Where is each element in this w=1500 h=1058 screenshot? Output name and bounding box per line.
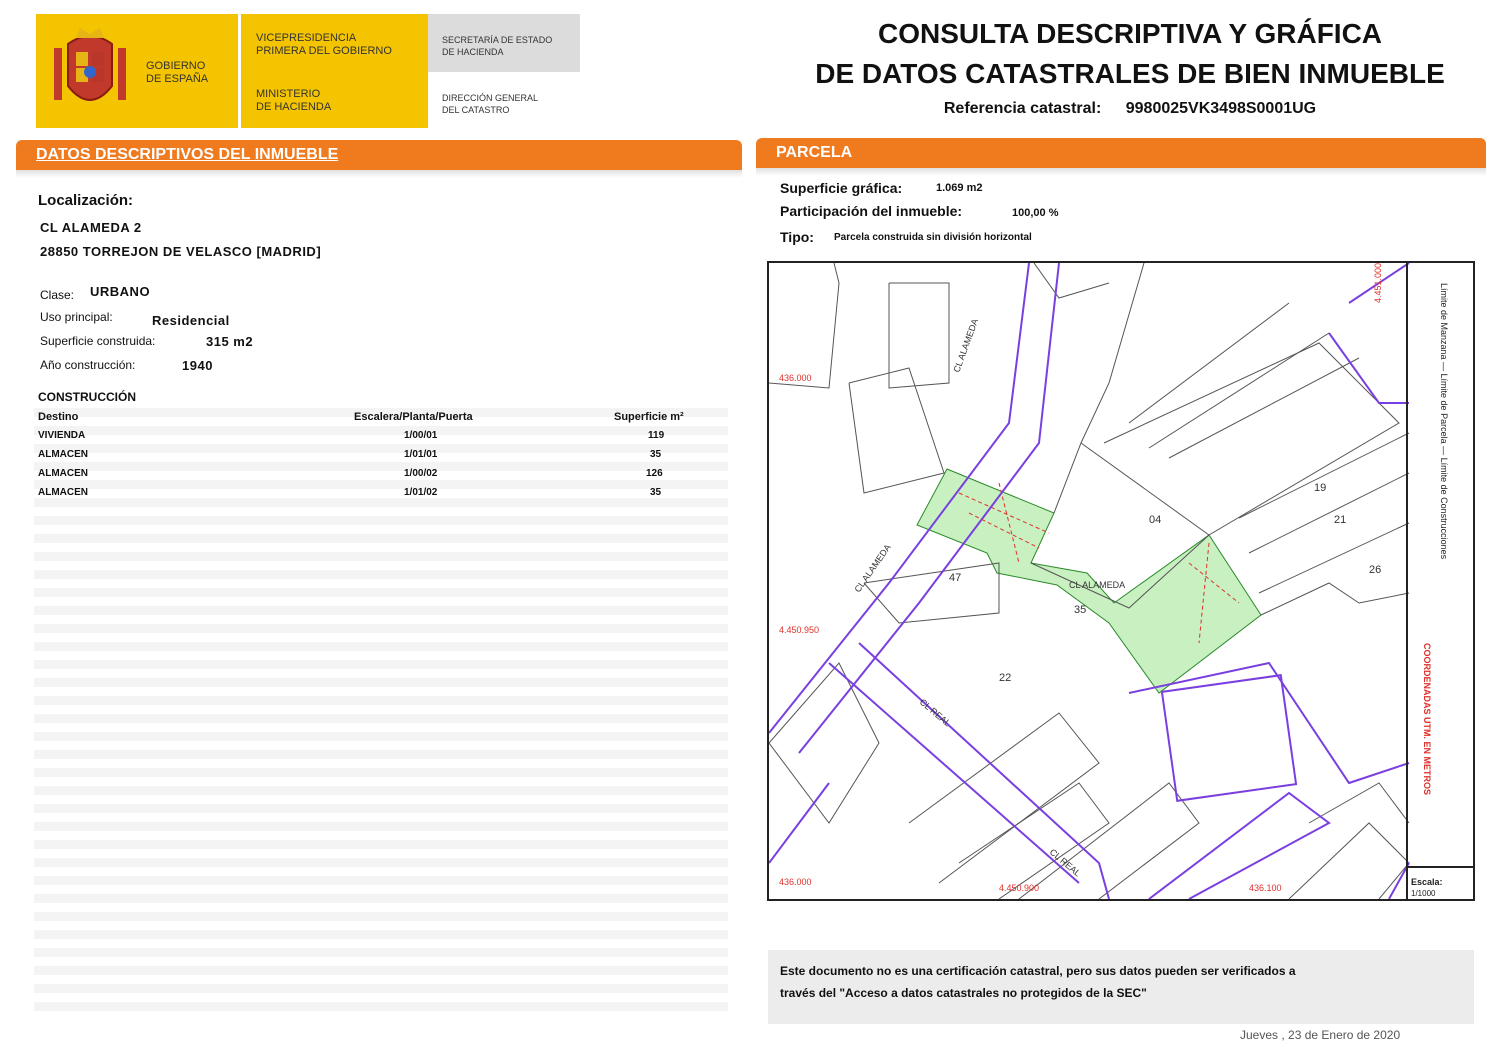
address-line-2: 28850 TORREJON DE VELASCO [MADRID] — [40, 244, 322, 259]
ref-value: 9980025VK3498S0001UG — [1125, 100, 1317, 117]
parcel-number: 21 — [1334, 514, 1347, 526]
tipo-label: Tipo: — [780, 229, 814, 245]
section-bar-shadow — [756, 168, 1486, 176]
parcel-number: 47 — [949, 572, 962, 584]
svg-text:436.100: 436.100 — [1249, 883, 1282, 893]
cell-planta: 1/00/02 — [404, 468, 438, 479]
svg-text:4.451.000: 4.451.000 — [1373, 263, 1383, 303]
col-header-destino: Destino — [38, 411, 79, 423]
cell-destino: ALMACEN — [38, 468, 88, 479]
svg-text:436.000: 436.000 — [779, 373, 812, 383]
disclaimer-note — [768, 950, 1474, 1024]
street-label: CL ALAMEDA — [1069, 580, 1126, 590]
ref-label: Referencia catastral: — [943, 100, 1102, 117]
parcel-number: 22 — [999, 672, 1012, 684]
svg-text:436.000: 436.000 — [779, 877, 812, 887]
table-header-row — [34, 408, 728, 427]
note-line-2: través del "Acceso a datos catastrales no protegidos de la SEC" — [780, 986, 1147, 1000]
gov-label: GOBIERNO DE ESPAÑA — [146, 60, 209, 85]
superficie-value: 315 m2 — [206, 334, 254, 349]
clase-label: Clase: — [40, 288, 75, 302]
title-line-2: DE DATOS CATASTRALES DE BIEN INMUEBLE — [815, 58, 1445, 89]
section-bar-left: DATOS DESCRIPTIVOS DEL INMUEBLE — [16, 140, 742, 170]
svg-text:4.450.950: 4.450.950 — [779, 625, 820, 635]
street-label: CL ALAMEDA — [951, 317, 981, 374]
superficie-label: Superficie construida: — [40, 334, 156, 348]
table-row — [34, 465, 728, 484]
uso-label: Uso principal: — [40, 310, 113, 324]
address-line-1: CL ALAMEDA 2 — [40, 220, 142, 235]
scale-label: Escala: — [1411, 877, 1443, 887]
superficie-grafica-value: 1.069 m2 — [936, 182, 983, 194]
cell-planta: 1/01/01 — [404, 449, 438, 460]
section-bar-right: PARCELA — [756, 138, 1486, 168]
col-header-planta: Escalera/Planta/Puerta — [354, 411, 473, 423]
cell-destino: ALMACEN — [38, 449, 88, 460]
cell-planta: 1/00/01 — [404, 430, 438, 441]
logo-divider — [238, 14, 241, 128]
parcel-number: 19 — [1314, 482, 1327, 494]
street-label: CL REAL — [1047, 846, 1083, 879]
cell-superficie: 35 — [650, 487, 662, 498]
table-row — [34, 446, 728, 465]
ministry-label: MINISTERIO DE HACIENDA — [256, 88, 332, 113]
col-header-superficie: Superficie m² — [614, 411, 684, 423]
participacion-label: Participación del inmueble: — [780, 203, 963, 219]
parcel-number: 35 — [1074, 604, 1087, 616]
cadastral-map[interactable] — [767, 261, 1475, 901]
map-legend-red: COORDENADAS UTM. EN METROS — [1422, 643, 1432, 796]
clase-value: URBANO — [90, 284, 151, 299]
uso-value: Residencial — [152, 313, 230, 328]
parcel-number: 26 — [1369, 564, 1382, 576]
scale-value: 1/1000 — [1411, 889, 1436, 898]
footer-date: Jueves , 23 de Enero de 2020 — [1240, 1028, 1401, 1042]
direction-label: DIRECCIÓN GENERAL DEL CATASTRO — [442, 93, 539, 115]
construccion-label: CONSTRUCCIÓN — [38, 390, 136, 404]
superficie-grafica-label: Superficie gráfica: — [780, 180, 903, 196]
page-title — [780, 14, 1480, 94]
cell-superficie: 119 — [648, 430, 665, 441]
cell-destino: VIVIENDA — [38, 430, 86, 441]
cell-planta: 1/01/02 — [404, 487, 438, 498]
map-drawing — [769, 263, 1473, 899]
secretary-label: SECRETARÍA DE ESTADO DE HACIENDA — [442, 35, 553, 57]
map-legend: Límite de Manzana — Límite de Parcela — Límite de Construcciones — [1439, 283, 1449, 560]
table-row — [34, 427, 728, 446]
svg-text:4.450.900: 4.450.900 — [999, 883, 1040, 893]
title-line-1: CONSULTA DESCRIPTIVA Y GRÁFICA — [877, 18, 1383, 49]
note-line-1: Este documento no es una certificación catastral, pero sus datos pueden ser verificados a — [780, 964, 1296, 978]
parcel-number: 04 — [1149, 514, 1162, 526]
tipo-value: Parcela construida sin división horizontal — [834, 232, 1032, 243]
cell-destino: ALMACEN — [38, 487, 88, 498]
cadastral-reference — [780, 100, 1480, 118]
construction-table — [34, 408, 728, 1020]
cell-superficie: 126 — [646, 468, 663, 479]
coat-of-arms-icon — [48, 26, 132, 116]
section-bar-shadow — [16, 170, 742, 178]
street-label: CL ALAMEDA — [852, 542, 893, 595]
cell-superficie: 35 — [650, 449, 662, 460]
street-label: CL REAL — [917, 696, 953, 729]
participacion-value: 100,00 % — [1012, 207, 1059, 219]
table-row — [34, 484, 728, 503]
vice-label: VICEPRESIDENCIA PRIMERA DEL GOBIERNO — [256, 32, 392, 57]
anio-label: Año construcción: — [40, 358, 136, 372]
location-label: Localización: — [38, 192, 134, 209]
anio-value: 1940 — [182, 358, 213, 373]
